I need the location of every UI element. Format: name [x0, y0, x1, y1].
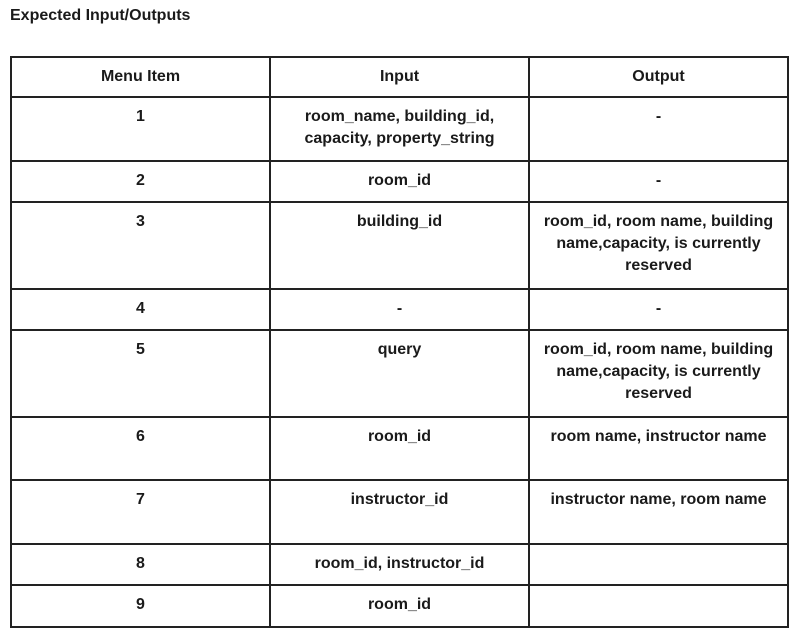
cell-input: room_id: [270, 417, 529, 480]
cell-input: room_id: [270, 161, 529, 202]
table-row: [11, 417, 788, 480]
header-output: Output: [529, 57, 788, 97]
table-row: [11, 585, 788, 627]
cell-output: -: [529, 97, 788, 161]
cell-input: instructor_id: [270, 480, 529, 544]
cell-menu-item: 9: [11, 585, 270, 627]
cell-menu-item: 7: [11, 480, 270, 544]
table-row: [11, 97, 788, 161]
table-row: [11, 289, 788, 330]
cell-menu-item: 3: [11, 202, 270, 289]
table-row: [11, 161, 788, 202]
cell-menu-item: 1: [11, 97, 270, 161]
cell-input: query: [270, 330, 529, 417]
table-row: [11, 330, 788, 417]
expected-io-table: [10, 56, 789, 628]
cell-output: room name, instructor name: [529, 417, 788, 480]
header-input: Input: [270, 57, 529, 97]
cell-menu-item: 8: [11, 544, 270, 585]
cell-input: room_id: [270, 585, 529, 627]
table-row: [11, 480, 788, 544]
cell-input: room_id, instructor_id: [270, 544, 529, 585]
cell-menu-item: 5: [11, 330, 270, 417]
header-menu-item: Menu Item: [11, 57, 270, 97]
cell-menu-item: 2: [11, 161, 270, 202]
cell-input: building_id: [270, 202, 529, 289]
cell-output: -: [529, 161, 788, 202]
cell-output: [529, 544, 788, 585]
table-row: [11, 202, 788, 289]
table-row: [11, 544, 788, 585]
cell-output: room_id, room name, building name,capacity, is currently reserved: [529, 202, 788, 289]
cell-menu-item: 4: [11, 289, 270, 330]
cell-menu-item: 6: [11, 417, 270, 480]
cell-output: [529, 585, 788, 627]
cell-output: instructor name, room name: [529, 480, 788, 544]
page-title: Expected Input/Outputs: [10, 7, 191, 24]
cell-input: -: [270, 289, 529, 330]
cell-input: room_name, building_id, capacity, property_string: [270, 97, 529, 161]
table-header-row: [11, 57, 788, 97]
cell-output: -: [529, 289, 788, 330]
cell-output: room_id, room name, building name,capacity, is currently reserved: [529, 330, 788, 417]
